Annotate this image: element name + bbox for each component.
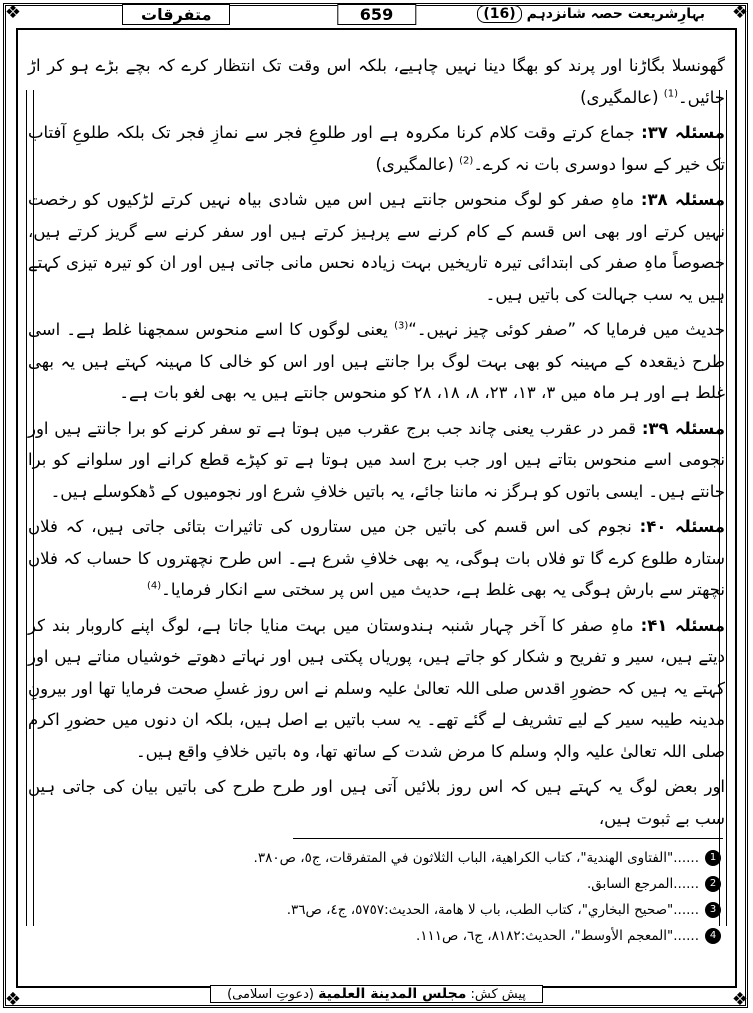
paragraph-tail: (عالمگیری) [375,154,460,174]
footnote-number: 4 [705,928,721,944]
paragraph-text: جماع کرتے وقت کلام کرنا مکروہ ہے اور طلوعِ فجر سے نمازِ فجر تک بلکہ طلوعِ آفتاب تک خیر کے سوا دوسری بات نہ کرے۔ [28,123,725,174]
footnote-text: ......"الفتاوى الهندية"، كتاب الكراهية، الباب الثلاثون في المتفرقات، ج٥، ص٣٨٠. [253,850,699,866]
footer-org: مجلس المدينة العلمية [318,986,467,1002]
paragraph [28,184,725,310]
paragraph [28,771,725,834]
footer-suffix: (دعوتِ اسلامی) [227,987,314,1002]
footnote-number: 1 [705,850,721,866]
footnote-divider [293,838,723,839]
masala-label: مسئلہ ۴۰: [639,517,725,536]
footnote-ref[interactable]: (3) [394,320,409,332]
corner-ornament-icon: ❖ [4,2,22,23]
footer-prefix: پیش کش: [470,987,526,1002]
footnote-ref[interactable]: (2) [459,155,474,166]
paragraph-text: قمر در عقرب یعنی چاند جب برج عقرب میں ہوتا ہے تو سفر کرنے کو برا جانتے ہیں اور نجومی اسے منحوس بتاتے ہیں اور جب برج اسد میں ہوتا ہے تو کپڑے قطع کرانے اور سلوانے کو برا جانتے ہیں۔ ایسی باتوں کو ہرگز نہ ماننا جائے، یہ باتیں خلافِ شرع اور نجومیوں کے ڈھکوسلے ہیں۔ [28,418,725,501]
corner-ornament-icon: ❖ [731,2,749,23]
masala-label: مسئلہ ۴۱: [640,615,725,635]
page-number: 659 [337,4,416,25]
footnote-text: ......"صحيح البخاري"، كتاب الطب، باب لا هامة، الحديث:٥٧٥٧، ج٤، ص٣٦. [286,902,699,918]
corner-ornament-icon: ❖ [4,989,22,1010]
paragraph-text: اور بعض لوگ یہ کہتے ہیں کہ اس روز بلائیں آتی ہیں اور طرح طرح کی باتیں بیان کی جاتی ہیں سب بے ثبوت ہیں، [28,777,725,828]
paragraph-text: نجوم کی اس قسم کی باتیں جن میں ستاروں کی تاثیرات بتائی جاتی ہیں، کہ فلاں ستارہ طلوع کرے گا تو فلاں بات ہوگی، یہ بھی خلافِ شرع ہے۔ اس طرح نچھتروں کا حساب کہ فلاں نچھتر سے بارش ہوگی یہ بھی غلط ہے، حدیث میں اس پر سختی سے انکار فرمایا۔ [28,517,725,599]
footnote-item [28,897,721,923]
paragraph [28,413,725,508]
masala-label: مسئلہ ۳۹: [641,418,726,438]
paragraph [28,511,725,606]
footnote-number: 2 [705,876,721,892]
paragraph [28,50,725,113]
footnote-text: ......"المعجم الأوسط"، الحديث:٨١٨٢، ج٦، ص١١١. [415,928,699,944]
footnote-number: 3 [705,902,721,918]
paragraph-text: حدیث میں فرمایا کہ ”صفر کوئی چیز نہیں۔“ [408,320,725,339]
paragraph-tail: یعنی لوگوں کا اسے منحوس سمجھنا غلط ہے۔ اسی طرح ذیقعدہ کے مہینہ کو بھی بہت لوگ برا جانتے ہیں اور اس کو خالی کا مہینہ کہتے ہیں یہ بھی غلط ہے اور ہر ماہ میں ۳، ۱۳، ۲۳، ۸، ۱۸، ۲۸ کو منحوس جانتے ہیں یہ بھی لغو بات ہے۔ [28,320,725,402]
paragraph-text: ماہِ صفر کا آخر چہار شنبہ ہندوستان میں بہت منایا جاتا ہے، لوگ اپنے کاروبار بند کر دیتے ہیں، سیر و تفریح و شکار کو جاتے ہیں، پوریاں پکتی ہیں اور نہاتے دھوتے خوشیاں مناتے ہیں اور کہتے یہ ہیں کہ حضورِ اقدس صلی اللہ تعالیٰ علیہ وسلم نے اس روز غسلِ صحت فرمایا تھا اور بیرونِ مدینہ طیبہ سیر کے لیے تشریف لے گئے تھے۔ یہ سب باتیں بے اصل ہیں، بلکہ ان دنوں میں حضورِ اکرم صلی اللہ تعالیٰ علیہ والہٖ وسلم کا مرض شدت کے ساتھ تھا، وہ باتیں خلافِ واقع ہیں۔ [28,615,725,761]
section-title: متفرقات [122,4,230,25]
footnote-ref[interactable]: (1) [663,88,678,99]
footnote-item [28,871,721,897]
corner-ornament-icon: ❖ [731,989,749,1010]
masala-label: مسئلہ ۳۸: [640,190,725,209]
paragraph-text: ماہِ صفر کو لوگ منحوس جانتے ہیں اس میں شادی بیاہ نہیں کرتے لڑکیوں کو رخصت نہیں کرتے اور بھی اس قسم کے کام کرنے سے پرہیز کرتے ہیں اور سفر کرنے سے گریز کرتے ہیں، خصوصاً ماہِ صفر کی ابتدائی تیرہ تاریخیں بہت زیادہ نحس مانی جاتی ہیں اور ان کو تیرہ تیزی کہتے ہیں یہ سب جہالت کی باتیں ہیں۔ [28,190,725,304]
part-number: (16) [477,5,521,23]
footnote-text: ......المرجع السابق. [586,876,699,892]
page-footer [0,983,753,1003]
footnote-ref[interactable]: (4) [146,580,162,592]
paragraph [28,610,725,768]
footnote-item [28,845,721,871]
publisher-box [210,985,543,1003]
masala-label: مسئلہ ۳۷: [641,123,725,142]
footnote-item [28,923,721,949]
page-header [30,4,723,28]
paragraph-text: گھونسلا بگاڑنا اور پرند کو بھگا دینا نہیں چاہیے، بلکہ اس وقت تک انتظار کرے کہ بچے بڑے ہو کر اڑ جائیں۔ [28,56,725,107]
paragraph [28,117,725,180]
main-text [28,50,725,838]
running-title [473,6,705,22]
footnotes [28,845,721,949]
paragraph-tail: (عالمگیری) [580,87,664,107]
book-title: بہارِشریعت حصہ شانزدہم [526,6,705,22]
paragraph [28,314,725,409]
